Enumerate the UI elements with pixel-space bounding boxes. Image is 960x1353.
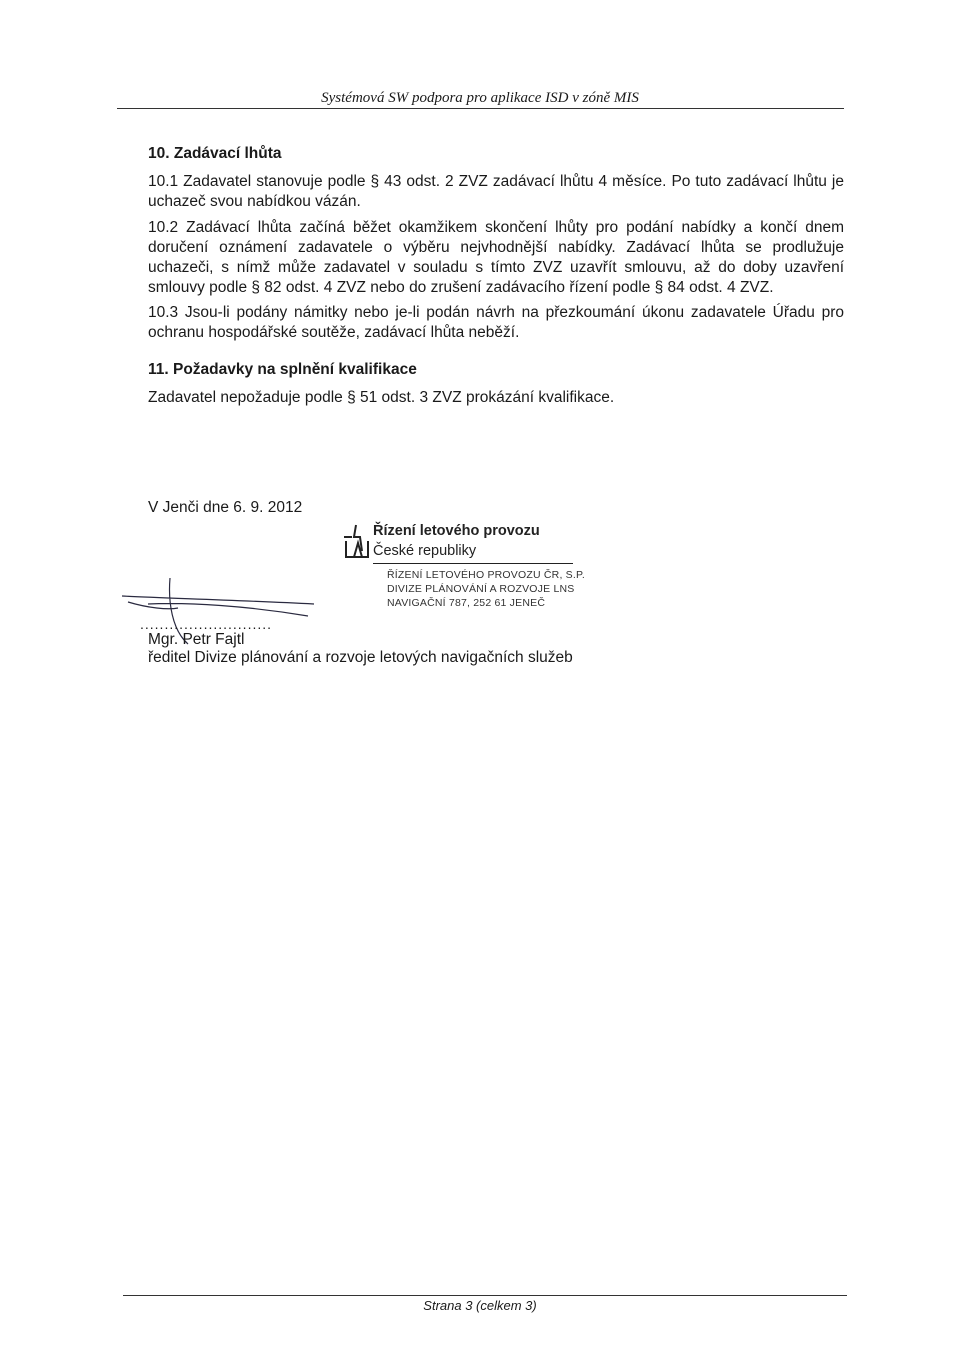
page-number: Strana 3 (celkem 3) — [423, 1298, 537, 1313]
signature-dotted-line: ........................... — [140, 616, 273, 632]
stamp-logo-icon — [342, 523, 374, 565]
section-10-heading: 10. Zadávací lhůta — [148, 145, 282, 162]
section-11-heading: 11. Požadavky na splnění kvalifikace — [148, 361, 417, 378]
section-10-2-paragraph: 10.2 Zadávací lhůta začíná běžet okamžikem skončení lhůty pro podání nabídky a končí dnem doručení oznámení zadavatele o výběru nejvhodnější nabídky. Zadávací lhůta se prodlužuje uchazeči, s nímž může zadavatel v souladu s tímto ZVZ uzavřít smlouvu, až do doby uzavření smlouvy podle § 82 odst. 4 ZVZ nebo do zrušení zadávacího řízení podle § 84 odst. 4 ZVZ. — [148, 219, 844, 296]
signatory-title: ředitel Divize plánování a rozvoje letových navigačních služeb — [148, 649, 573, 666]
section-10-3-paragraph: 10.3 Jsou-li podány námitky nebo je-li podán návrh na přezkoumání úkonu zadavatele Úřadu pro ochranu hospodářské soutěže, zadávací lhůta neběží. — [148, 304, 844, 341]
stamp-line-2: České republiky — [373, 543, 477, 559]
stamp-small-line-1: ŘÍZENÍ LETOVÉHO PROVOZU ČR, S.P. — [387, 569, 585, 581]
stamp-small-line-2: DIVIZE PLÁNOVÁNÍ A ROZVOJE LNS — [387, 583, 575, 595]
place-date: V Jenči dne 6. 9. 2012 — [148, 499, 303, 516]
header-rule — [117, 108, 844, 109]
footer-rule — [123, 1295, 847, 1296]
stamp-rule — [373, 563, 573, 564]
stamp-line-1: Řízení letového provozu — [373, 523, 540, 539]
document-header-title: Systémová SW podpora pro aplikace ISD v zóně MIS — [321, 90, 639, 106]
section-10-1-paragraph: 10.1 Zadavatel stanovuje podle § 43 odst. 2 ZVZ zadávací lhůtu 4 měsíce. Po tuto zadávací lhůtu je uchazeč svou nabídkou vázán. — [148, 173, 844, 210]
stamp-small-line-3: NAVIGAČNÍ 787, 252 61 JENEČ — [387, 597, 546, 609]
signatory-name: Mgr. Petr Fajtl — [148, 631, 245, 648]
official-stamp — [342, 523, 585, 613]
section-11-paragraph: Zadavatel nepožaduje podle § 51 odst. 3 ZVZ prokázání kvalifikace. — [148, 389, 615, 406]
